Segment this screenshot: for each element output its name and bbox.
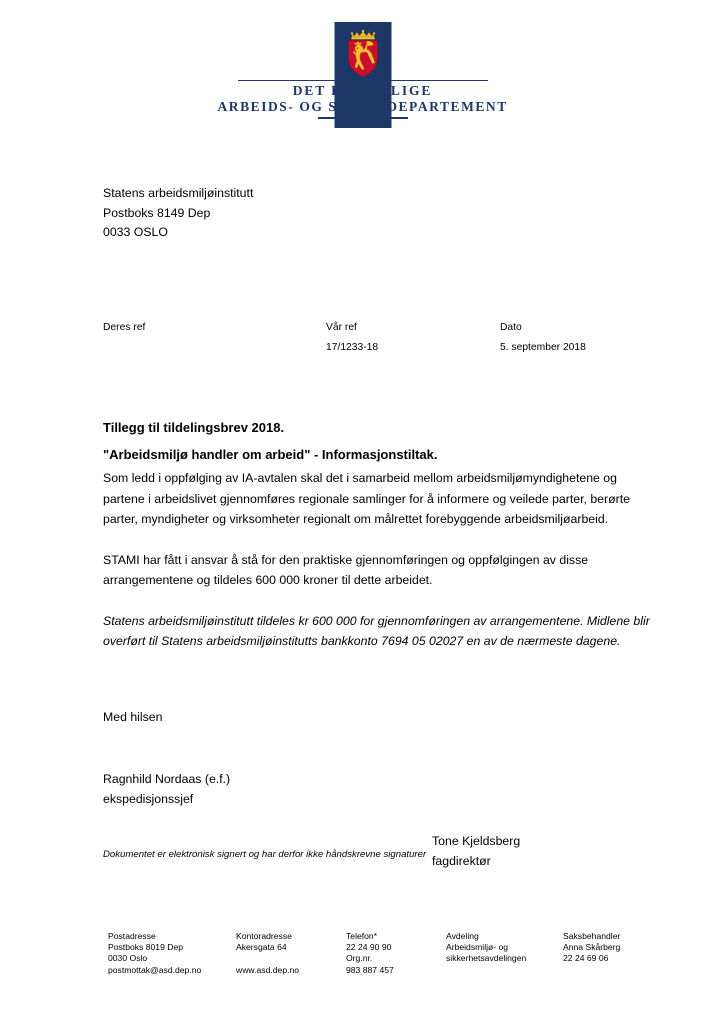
body-paragraph-3: Statens arbeidsmiljøinstitutt tildeles kr 600 000 for gjennomføringen av arrangementene. Midlene blir overført til Statens arbeidsmiljøinstitutts bankkonto 7694 05 02027 en av de nærmeste dagene. — [103, 613, 650, 648]
footer-email: postmottak@asd.dep.no — [108, 964, 202, 975]
footer-column-telefon — [346, 931, 442, 976]
dato-label: Dato — [500, 322, 522, 333]
body-paragraph-2: STAMI har fått i ansvar å stå for den praktiske gjennomføringen og oppfølgingen av disse arrangementene og tildeles 600 000 kroner til dette arbeidet. — [103, 552, 589, 587]
footer-line: 22 24 69 06 — [563, 953, 609, 964]
footer-line: Akersgata 64 — [236, 942, 287, 953]
deres-ref-label: Deres ref — [103, 322, 146, 333]
footer-column-avdeling — [446, 931, 556, 965]
signer-primary-name: Ragnhild Nordaas (e.f.) — [103, 772, 231, 786]
dato-column — [500, 318, 586, 357]
footer-column-kontoradresse — [236, 931, 340, 976]
footer-spacer — [236, 953, 340, 964]
signer-secondary — [432, 831, 653, 871]
page-subtitle: "Arbeidsmiljø handler om arbeid" - Informasjonstiltak. — [103, 447, 438, 462]
var-ref-label: Vår ref — [326, 322, 357, 333]
electronic-signature-disclaimer: Dokumentet er elektronisk signert og har derfor ikke håndskrevne signaturer — [103, 849, 427, 860]
page-title: Tillegg til tildelingsbrev 2018. — [103, 420, 285, 435]
recipient-postbox: Postboks 8149 Dep — [103, 205, 211, 220]
footer-heading: Saksbehandler — [563, 931, 621, 941]
footer-heading: Avdeling — [446, 931, 479, 941]
body-paragraph-1: Som ledd i oppfølging av IA-avtalen skal det i samarbeid mellom arbeidsmiljømyndighetene og partene i arbeidslivet gjennomføres regionale samlinger for å informere og veilede parter, berørte parter, myndigheter og virksomheter regionalt om målrettet forebyggende arbeidsmiljøarbeid. — [103, 471, 630, 526]
document-body — [103, 468, 652, 672]
footer-line: Postboks 8019 Dep — [108, 942, 184, 953]
footer-line: Org.nr. — [346, 953, 373, 964]
logo-line-department: ARBEIDS- OG SOSIALDEPARTEMENT — [217, 99, 508, 114]
norwegian-coat-of-arms-icon — [344, 30, 382, 77]
document-headings — [103, 416, 653, 467]
var-ref-column — [326, 318, 378, 357]
signer-secondary-title: fagdirektør — [432, 854, 491, 868]
recipient-name: Statens arbeidsmiljøinstitutt — [103, 186, 254, 200]
footer-column-saksbehandler — [563, 931, 673, 965]
signature-block — [103, 707, 653, 871]
signature-greeting: Med hilsen — [103, 710, 163, 724]
footer-website: www.asd.dep.no — [236, 964, 300, 975]
var-ref-value: 17/1233-18 — [326, 341, 379, 353]
recipient-address — [103, 184, 253, 243]
deres-ref-column — [103, 318, 145, 338]
signer-secondary-name: Tone Kjeldsberg — [432, 834, 521, 848]
footer-heading: Kontoradresse — [236, 931, 292, 941]
logo-text-block — [218, 80, 508, 119]
footer-line: 0030 Oslo — [108, 953, 148, 964]
footer-heading: Postadresse — [108, 931, 156, 941]
footer-line: Arbeidsmiljø- og — [446, 942, 509, 953]
signer-primary-title: ekspedisjonssjef — [103, 792, 194, 806]
dato-value: 5. september 2018 — [500, 341, 586, 353]
signer-primary — [103, 769, 653, 809]
footer-heading: Telefon* — [346, 931, 378, 941]
footer-line: Anna Skårberg — [563, 942, 621, 953]
footer-line: sikkerhetsavdelingen — [446, 953, 527, 964]
footer-line: 22 24 90 90 — [346, 942, 392, 953]
logo-rule-bottom — [318, 117, 408, 119]
footer-column-postadresse — [108, 931, 234, 976]
recipient-city: 0033 OSLO — [103, 225, 168, 239]
department-logo — [0, 22, 725, 119]
logo-line-kongelige: DET KONGELIGE — [292, 83, 433, 98]
footer-line: 983 887 457 — [346, 964, 394, 975]
logo-rule-top — [238, 80, 488, 81]
